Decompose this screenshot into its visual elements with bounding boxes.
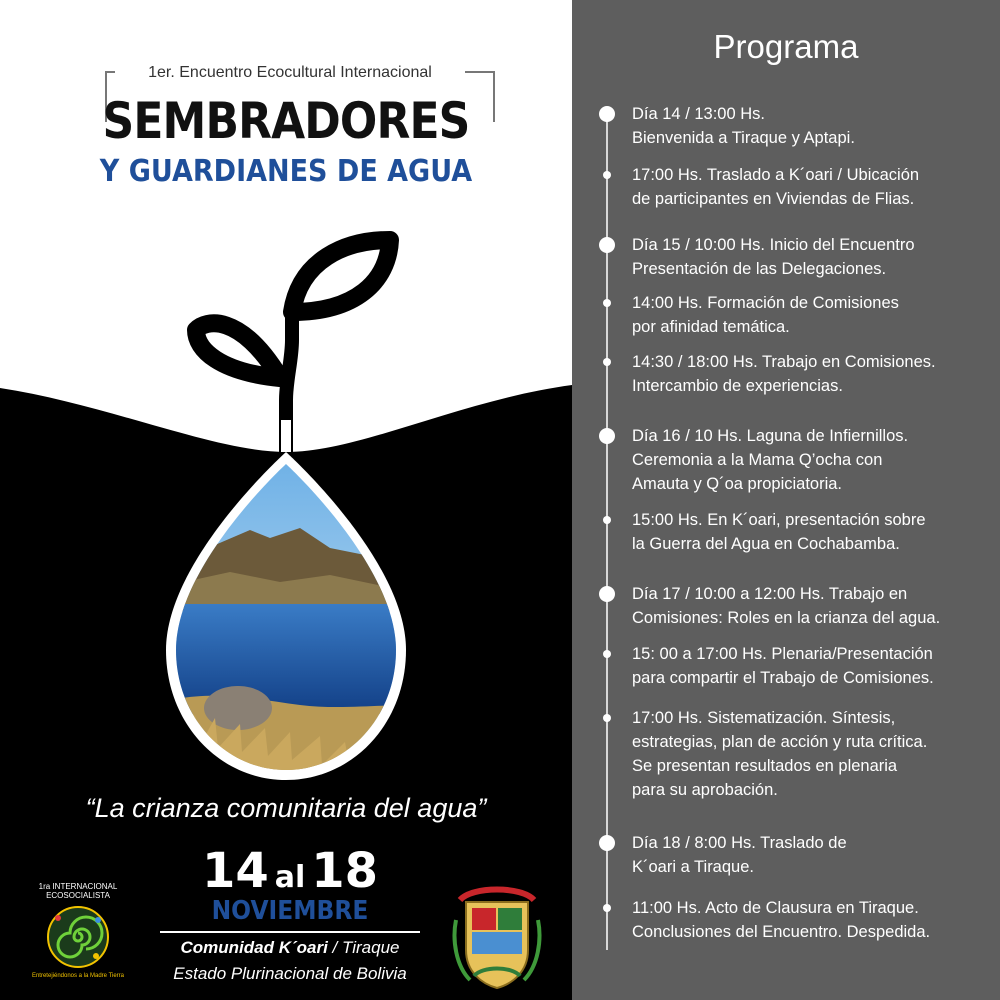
event-location <box>140 938 440 958</box>
program-panel <box>572 0 1000 1000</box>
event-month: NOVIEMBRE <box>211 896 369 926</box>
program-event-item: 17:00 Hs. Traslado a K´oari / Ubicación de participantes en Viviendas de Flias. <box>632 166 920 208</box>
timeline-marker <box>603 904 611 912</box>
divider <box>160 931 420 933</box>
program-event-item: 15:00 Hs. En K´oari, presentación sobre la Guerra del Agua en Cochabamba. <box>632 511 926 553</box>
program-event-item: Día 16 / 10 Hs. Laguna de Infiernillos. Ceremonia a la Mama Q’ocha con Amauta y Q´oa propiciatoria. <box>632 427 909 493</box>
program-event-item: 14:00 Hs. Formación de Comisiones por afinidad temática. <box>632 294 899 336</box>
timeline-marker <box>603 516 611 524</box>
timeline-marker <box>603 358 611 366</box>
timeline-marker <box>603 171 611 179</box>
event-quote: “La crianza comunitaria del agua” <box>85 793 487 823</box>
sprout-leaf-right <box>292 240 390 312</box>
sprout-leaf-left <box>196 323 280 378</box>
date-start: 14 <box>201 843 269 899</box>
event-title-secondary: Y GUARDIANES DE AGUA <box>99 154 473 189</box>
timeline-day-marker <box>599 237 615 253</box>
timeline-day-marker <box>599 835 615 851</box>
program-event-item: 11:00 Hs. Acto de Clausura en Tiraque. Conclusiones del Encuentro. Despedida. <box>632 899 931 941</box>
event-subtitle: 1er. Encuentro Ecocultural Internacional <box>115 64 465 82</box>
timeline-day-marker <box>599 106 615 122</box>
program-event-item: Día 18 / 8:00 Hs. Traslado de K´oari a Tiraque. <box>632 834 847 876</box>
location-community: Comunidad K´oari <box>180 938 328 957</box>
timeline-marker <box>603 714 611 722</box>
location-town: / Tiraque <box>327 938 400 957</box>
program-event-item: 17:00 Hs. Sistematización. Síntesis, estrategias, plan de acción y ruta crítica. Se presentan resultados en plenaria para su aprobación. <box>632 709 928 799</box>
event-title: SEMBRADORES <box>102 92 470 150</box>
program-event-item: 14:30 / 18:00 Hs. Trabajo en Comisiones. Intercambio de experiencias. <box>632 353 936 395</box>
event-dates <box>120 843 460 899</box>
event-country: Estado Plurinacional de Bolivia <box>173 964 407 983</box>
timeline-day-marker <box>599 428 615 444</box>
timeline-marker <box>603 650 611 658</box>
program-event-item: Día 17 / 10:00 a 12:00 Hs. Trabajo en Comisiones: Roles en la crianza del agua. <box>632 585 941 627</box>
date-end: 18 <box>311 843 379 899</box>
date-connector: al <box>274 860 306 895</box>
program-event-item: Día 14 / 13:00 Hs. Bienvenida a Tiraque y Aptapi. <box>632 105 855 147</box>
municipal-coat-of-arms-icon <box>452 880 542 992</box>
logo-left-top-text: 1ra INTERNACIONAL ECOSOCIALISTA <box>38 882 118 900</box>
spiral-icon <box>46 902 110 972</box>
program-event-item: Día 15 / 10:00 Hs. Inicio del Encuentro Presentación de las Delegaciones. <box>632 236 915 278</box>
program-title: Programa <box>713 28 859 65</box>
timeline-marker <box>603 299 611 307</box>
program-event-item: 15: 00 a 17:00 Hs. Plenaria/Presentación para compartir el Trabajo de Comisiones. <box>632 645 934 687</box>
logo-left-bottom-text: Entretejiéndonos a la Madre Tierra <box>31 973 125 979</box>
timeline-day-marker <box>599 586 615 602</box>
ecosocialista-logo <box>28 882 128 990</box>
